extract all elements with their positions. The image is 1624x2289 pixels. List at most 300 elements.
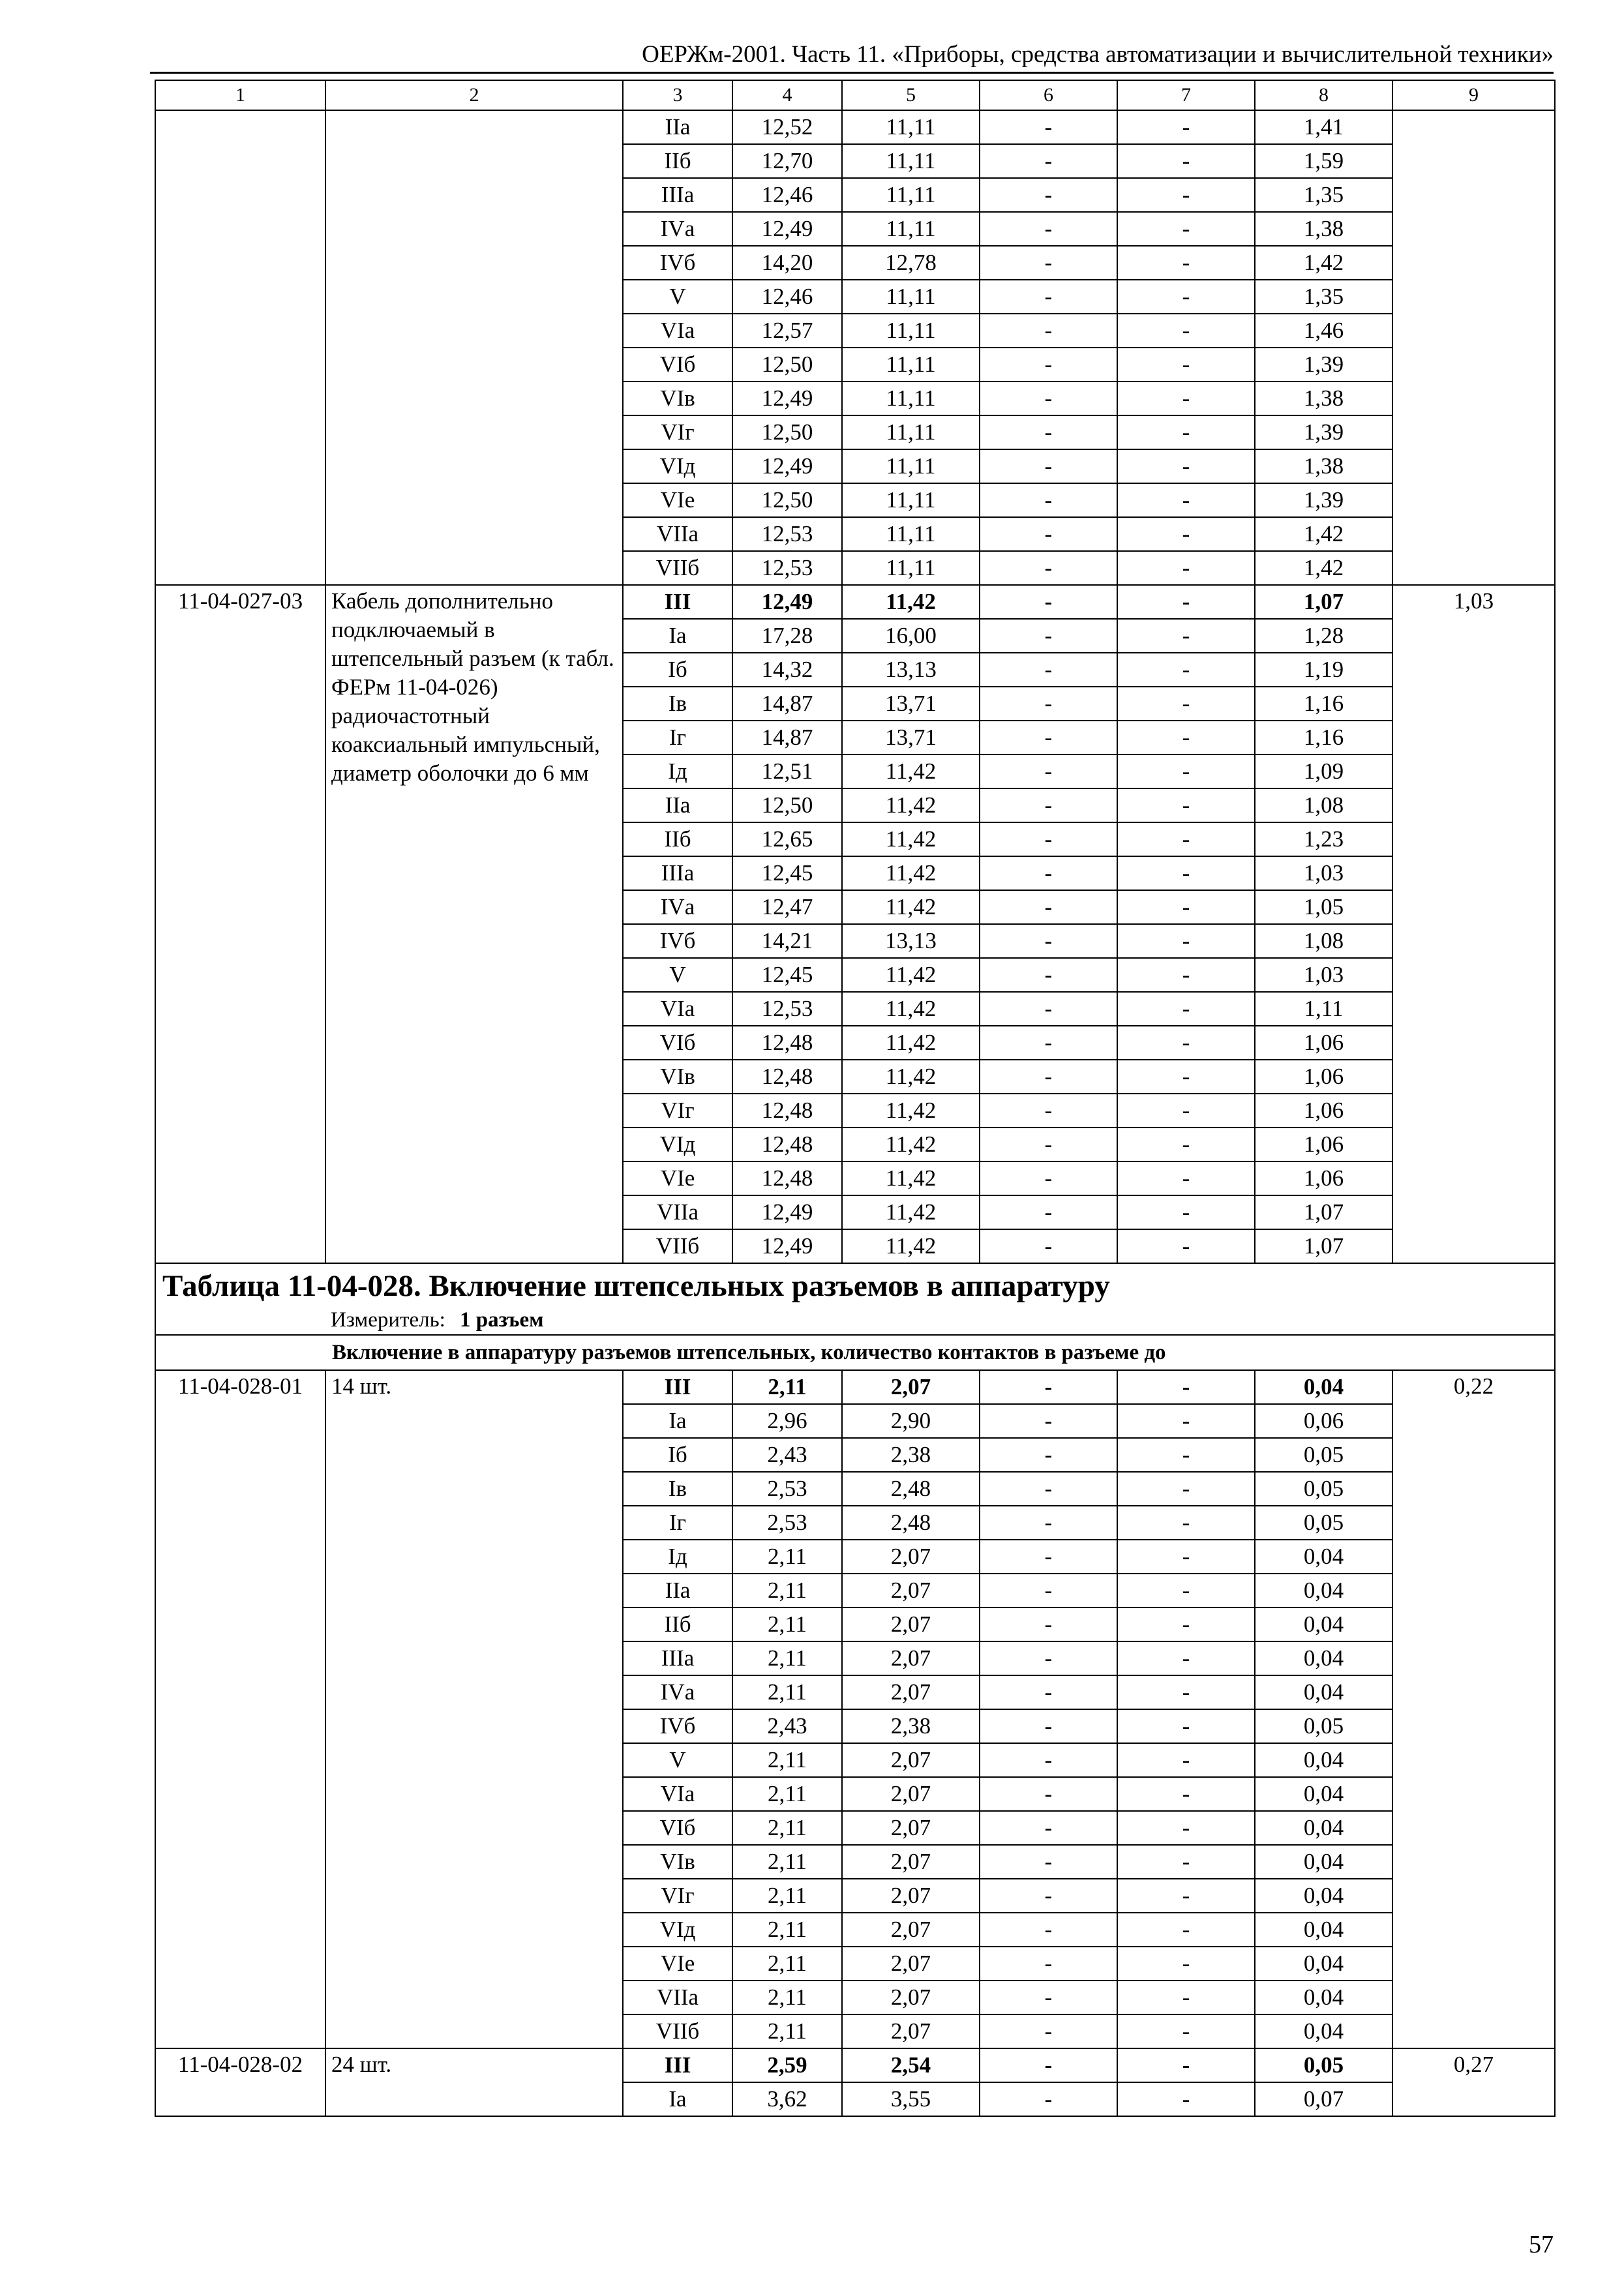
driver-wage: - <box>1117 1438 1255 1472</box>
machine-cost: - <box>980 2082 1117 2116</box>
machine-cost: - <box>980 856 1117 890</box>
machine-cost: - <box>980 144 1117 178</box>
driver-wage: - <box>1117 1026 1255 1060</box>
driver-wage: - <box>1117 1574 1255 1608</box>
labor-cost: 2,07 <box>842 1811 980 1845</box>
labor-cost: 13,71 <box>842 721 980 755</box>
work-description <box>325 110 623 585</box>
region-zone: VIд <box>623 449 732 483</box>
total-cost: 12,49 <box>732 1229 842 1263</box>
total-cost: 12,49 <box>732 382 842 415</box>
driver-wage: - <box>1117 585 1255 619</box>
machine-cost: - <box>980 1026 1117 1060</box>
total-cost: 12,50 <box>732 415 842 449</box>
region-zone: VIIб <box>623 551 732 585</box>
total-cost: 2,11 <box>732 1675 842 1709</box>
region-zone: IIIа <box>623 178 732 212</box>
machine-cost: - <box>980 382 1117 415</box>
driver-wage: - <box>1117 1709 1255 1743</box>
driver-wage: - <box>1117 1060 1255 1094</box>
total-cost: 14,21 <box>732 924 842 958</box>
driver-wage: - <box>1117 280 1255 314</box>
total-cost: 12,49 <box>732 212 842 246</box>
material-cost: 1,46 <box>1255 314 1392 348</box>
region-zone: Iв <box>623 687 732 721</box>
material-cost: 0,04 <box>1255 1574 1392 1608</box>
driver-wage: - <box>1117 2014 1255 2048</box>
machine-cost: - <box>980 788 1117 822</box>
region-zone: VIб <box>623 348 732 382</box>
driver-wage: - <box>1117 1229 1255 1263</box>
total-cost: 12,51 <box>732 755 842 788</box>
machine-cost: - <box>980 1845 1117 1879</box>
machine-cost: - <box>980 178 1117 212</box>
material-cost: 1,06 <box>1255 1161 1392 1195</box>
machine-cost: - <box>980 1506 1117 1540</box>
table-row <box>155 110 1555 144</box>
header-rule <box>150 72 1554 74</box>
machine-cost: - <box>980 1947 1117 1981</box>
machine-cost: - <box>980 1981 1117 2014</box>
material-cost: 0,04 <box>1255 1913 1392 1947</box>
driver-wage: - <box>1117 1811 1255 1845</box>
region-zone: Iд <box>623 755 732 788</box>
total-cost: 2,11 <box>732 1913 842 1947</box>
machine-cost: - <box>980 1161 1117 1195</box>
column-number: 1 <box>155 80 325 110</box>
material-cost: 0,04 <box>1255 1879 1392 1913</box>
region-zone: VIIа <box>623 1981 732 2014</box>
driver-wage: - <box>1117 2048 1255 2082</box>
driver-wage: - <box>1117 551 1255 585</box>
total-cost: 12,48 <box>732 1060 842 1094</box>
labor-cost: 11,42 <box>842 958 980 992</box>
labor-hours: 0,27 <box>1392 2048 1555 2116</box>
driver-wage: - <box>1117 1370 1255 1404</box>
total-cost: 12,52 <box>732 110 842 144</box>
region-zone: VIа <box>623 992 732 1026</box>
total-cost: 2,11 <box>732 1981 842 2014</box>
material-cost: 0,05 <box>1255 1506 1392 1540</box>
region-zone: IIа <box>623 110 732 144</box>
region-zone: VIе <box>623 1161 732 1195</box>
total-cost: 12,45 <box>732 958 842 992</box>
driver-wage: - <box>1117 1195 1255 1229</box>
labor-cost: 3,55 <box>842 2082 980 2116</box>
machine-cost: - <box>980 1811 1117 1845</box>
region-zone: IVб <box>623 1709 732 1743</box>
driver-wage: - <box>1117 2082 1255 2116</box>
column-number-row <box>155 80 1555 110</box>
column-number: 7 <box>1117 80 1255 110</box>
total-cost: 2,59 <box>732 2048 842 2082</box>
material-cost: 1,39 <box>1255 483 1392 517</box>
machine-cost: - <box>980 483 1117 517</box>
total-cost: 12,46 <box>732 178 842 212</box>
driver-wage: - <box>1117 1879 1255 1913</box>
driver-wage: - <box>1117 212 1255 246</box>
material-cost: 1,07 <box>1255 1195 1392 1229</box>
total-cost: 2,11 <box>732 1947 842 1981</box>
material-cost: 1,23 <box>1255 822 1392 856</box>
machine-cost: - <box>980 890 1117 924</box>
machine-cost: - <box>980 246 1117 280</box>
labor-cost: 11,42 <box>842 890 980 924</box>
labor-cost: 11,42 <box>842 822 980 856</box>
region-zone: Iд <box>623 1540 732 1574</box>
region-zone: VIв <box>623 1060 732 1094</box>
machine-cost: - <box>980 721 1117 755</box>
machine-cost: - <box>980 822 1117 856</box>
column-number: 4 <box>732 80 842 110</box>
machine-cost: - <box>980 314 1117 348</box>
region-zone: IVа <box>623 212 732 246</box>
total-cost: 2,11 <box>732 1879 842 1913</box>
region-zone: VIд <box>623 1913 732 1947</box>
material-cost: 0,04 <box>1255 1608 1392 1641</box>
measure-value: 1 разъем <box>460 1308 544 1332</box>
machine-cost: - <box>980 1128 1117 1161</box>
total-cost: 12,48 <box>732 1026 842 1060</box>
labor-cost: 2,07 <box>842 2014 980 2048</box>
material-cost: 0,04 <box>1255 1947 1392 1981</box>
total-cost: 2,11 <box>732 1641 842 1675</box>
labor-cost: 11,11 <box>842 382 980 415</box>
labor-cost: 11,42 <box>842 1060 980 1094</box>
total-cost: 12,45 <box>732 856 842 890</box>
driver-wage: - <box>1117 992 1255 1026</box>
driver-wage: - <box>1117 1094 1255 1128</box>
material-cost: 1,42 <box>1255 517 1392 551</box>
total-cost: 2,11 <box>732 1845 842 1879</box>
total-cost: 2,11 <box>732 1777 842 1811</box>
machine-cost: - <box>980 1060 1117 1094</box>
labor-cost: 11,42 <box>842 856 980 890</box>
region-zone: IIб <box>623 1608 732 1641</box>
column-number: 8 <box>1255 80 1392 110</box>
total-cost: 12,65 <box>732 822 842 856</box>
region-zone: Iа <box>623 1404 732 1438</box>
region-zone: VIа <box>623 314 732 348</box>
region-zone: IVб <box>623 924 732 958</box>
material-cost: 0,05 <box>1255 2048 1392 2082</box>
labor-cost: 2,07 <box>842 1777 980 1811</box>
total-cost: 12,50 <box>732 788 842 822</box>
driver-wage: - <box>1117 483 1255 517</box>
machine-cost: - <box>980 280 1117 314</box>
work-description-text: Кабель дополнительно подключаемый в штепсельный разъем (к табл. ФЕРм 11-04-026) радиочастотный коаксиальный импульсный, диаметр оболочки до 6 мм <box>331 588 614 786</box>
region-zone: III <box>623 585 732 619</box>
column-number: 5 <box>842 80 980 110</box>
driver-wage: - <box>1117 1404 1255 1438</box>
total-cost: 12,53 <box>732 992 842 1026</box>
driver-wage: - <box>1117 822 1255 856</box>
total-cost: 2,11 <box>732 1370 842 1404</box>
material-cost: 0,04 <box>1255 1811 1392 1845</box>
machine-cost: - <box>980 653 1117 687</box>
machine-cost: - <box>980 1777 1117 1811</box>
labor-cost: 2,48 <box>842 1472 980 1506</box>
driver-wage: - <box>1117 144 1255 178</box>
material-cost: 1,16 <box>1255 687 1392 721</box>
driver-wage: - <box>1117 924 1255 958</box>
total-cost: 12,48 <box>732 1128 842 1161</box>
labor-cost: 11,42 <box>842 1161 980 1195</box>
driver-wage: - <box>1117 517 1255 551</box>
total-cost: 2,43 <box>732 1438 842 1472</box>
region-zone: IIIа <box>623 856 732 890</box>
machine-cost: - <box>980 619 1117 653</box>
driver-wage: - <box>1117 314 1255 348</box>
machine-cost: - <box>980 1472 1117 1506</box>
labor-hours: 1,03 <box>1392 585 1555 1263</box>
machine-cost: - <box>980 449 1117 483</box>
region-zone: VIг <box>623 1879 732 1913</box>
machine-cost: - <box>980 517 1117 551</box>
column-number: 9 <box>1392 80 1555 110</box>
driver-wage: - <box>1117 1845 1255 1879</box>
labor-cost: 2,07 <box>842 1608 980 1641</box>
driver-wage: - <box>1117 1675 1255 1709</box>
region-zone: VIе <box>623 1947 732 1981</box>
total-cost: 12,48 <box>732 1094 842 1128</box>
labor-cost: 11,42 <box>842 755 980 788</box>
driver-wage: - <box>1117 449 1255 483</box>
driver-wage: - <box>1117 958 1255 992</box>
total-cost: 14,87 <box>732 721 842 755</box>
material-cost: 1,06 <box>1255 1060 1392 1094</box>
material-cost: 0,04 <box>1255 1743 1392 1777</box>
material-cost: 0,04 <box>1255 1845 1392 1879</box>
work-description-text: 24 шт. <box>331 2052 392 2077</box>
labor-cost: 11,11 <box>842 517 980 551</box>
labor-cost: 2,38 <box>842 1709 980 1743</box>
region-zone: VIб <box>623 1811 732 1845</box>
driver-wage: - <box>1117 1161 1255 1195</box>
material-cost: 1,08 <box>1255 924 1392 958</box>
driver-wage: - <box>1117 1743 1255 1777</box>
region-zone: VIIа <box>623 517 732 551</box>
price-table <box>155 80 1556 2117</box>
section-header-row <box>155 1263 1555 1335</box>
region-zone: IVа <box>623 1675 732 1709</box>
driver-wage: - <box>1117 1981 1255 2014</box>
work-description <box>325 585 623 1263</box>
machine-cost: - <box>980 1675 1117 1709</box>
material-cost: 0,04 <box>1255 2014 1392 2048</box>
material-cost: 1,38 <box>1255 449 1392 483</box>
total-cost: 12,70 <box>732 144 842 178</box>
driver-wage: - <box>1117 653 1255 687</box>
material-cost: 1,38 <box>1255 382 1392 415</box>
labor-cost: 11,11 <box>842 314 980 348</box>
labor-cost: 2,48 <box>842 1506 980 1540</box>
region-zone: VIв <box>623 1845 732 1879</box>
total-cost: 12,48 <box>732 1161 842 1195</box>
rate-code: 11-04-028-02 <box>155 2048 325 2116</box>
material-cost: 0,05 <box>1255 1438 1392 1472</box>
driver-wage: - <box>1117 687 1255 721</box>
labor-cost: 11,42 <box>842 585 980 619</box>
column-number: 3 <box>623 80 732 110</box>
machine-cost: - <box>980 348 1117 382</box>
labor-hours <box>1392 110 1555 585</box>
material-cost: 1,06 <box>1255 1094 1392 1128</box>
labor-cost: 2,07 <box>842 1743 980 1777</box>
material-cost: 1,42 <box>1255 551 1392 585</box>
labor-cost: 13,13 <box>842 653 980 687</box>
machine-cost: - <box>980 687 1117 721</box>
labor-cost: 11,42 <box>842 1128 980 1161</box>
region-zone: IVб <box>623 246 732 280</box>
labor-cost: 11,42 <box>842 1094 980 1128</box>
labor-cost: 2,07 <box>842 1947 980 1981</box>
labor-cost: 2,90 <box>842 1404 980 1438</box>
driver-wage: - <box>1117 382 1255 415</box>
machine-cost: - <box>980 1094 1117 1128</box>
material-cost: 1,38 <box>1255 212 1392 246</box>
total-cost: 2,11 <box>732 1574 842 1608</box>
region-zone: IVа <box>623 890 732 924</box>
total-cost: 14,20 <box>732 246 842 280</box>
rate-code: 11-04-027-03 <box>155 585 325 1263</box>
driver-wage: - <box>1117 755 1255 788</box>
labor-hours: 0,22 <box>1392 1370 1555 2048</box>
total-cost: 12,49 <box>732 1195 842 1229</box>
region-zone: Iв <box>623 1472 732 1506</box>
machine-cost: - <box>980 1574 1117 1608</box>
material-cost: 1,03 <box>1255 856 1392 890</box>
material-cost: 1,59 <box>1255 144 1392 178</box>
driver-wage: - <box>1117 890 1255 924</box>
material-cost: 1,11 <box>1255 992 1392 1026</box>
machine-cost: - <box>980 2014 1117 2048</box>
driver-wage: - <box>1117 1641 1255 1675</box>
labor-cost: 11,11 <box>842 449 980 483</box>
machine-cost: - <box>980 1743 1117 1777</box>
section-title: Таблица 11-04-028. Включение штепсельных разъемов в аппаратуру <box>162 1269 1110 1303</box>
labor-cost: 2,07 <box>842 1981 980 2014</box>
work-description <box>325 1370 623 2048</box>
total-cost: 2,11 <box>732 1743 842 1777</box>
labor-cost: 2,54 <box>842 2048 980 2082</box>
measure-line <box>162 1306 1548 1334</box>
material-cost: 1,16 <box>1255 721 1392 755</box>
region-zone: V <box>623 1743 732 1777</box>
region-zone: Iг <box>623 1506 732 1540</box>
driver-wage: - <box>1117 1506 1255 1540</box>
material-cost: 1,06 <box>1255 1026 1392 1060</box>
region-zone: III <box>623 2048 732 2082</box>
material-cost: 1,35 <box>1255 280 1392 314</box>
material-cost: 1,05 <box>1255 890 1392 924</box>
labor-cost: 2,07 <box>842 1574 980 1608</box>
machine-cost: - <box>980 924 1117 958</box>
total-cost: 12,50 <box>732 348 842 382</box>
labor-cost: 11,11 <box>842 212 980 246</box>
material-cost: 0,05 <box>1255 1709 1392 1743</box>
column-number: 2 <box>325 80 623 110</box>
rate-code: 11-04-028-01 <box>155 1370 325 2048</box>
total-cost: 17,28 <box>732 619 842 653</box>
total-cost: 12,53 <box>732 551 842 585</box>
driver-wage: - <box>1117 856 1255 890</box>
page-number: 57 <box>1529 2231 1554 2258</box>
material-cost: 0,04 <box>1255 1370 1392 1404</box>
total-cost: 2,11 <box>732 1811 842 1845</box>
region-zone: IIIа <box>623 1641 732 1675</box>
labor-cost: 13,71 <box>842 687 980 721</box>
measure-label: Измеритель: <box>331 1308 445 1332</box>
region-zone: VIб <box>623 1026 732 1060</box>
labor-cost: 2,07 <box>842 1845 980 1879</box>
material-cost: 0,05 <box>1255 1472 1392 1506</box>
machine-cost: - <box>980 958 1117 992</box>
driver-wage: - <box>1117 246 1255 280</box>
material-cost: 1,09 <box>1255 755 1392 788</box>
driver-wage: - <box>1117 1128 1255 1161</box>
region-zone: IIб <box>623 144 732 178</box>
material-cost: 0,07 <box>1255 2082 1392 2116</box>
material-cost: 0,04 <box>1255 1641 1392 1675</box>
material-cost: 0,06 <box>1255 1404 1392 1438</box>
labor-cost: 11,42 <box>842 992 980 1026</box>
machine-cost: - <box>980 551 1117 585</box>
total-cost: 12,49 <box>732 585 842 619</box>
region-zone: IIа <box>623 1574 732 1608</box>
labor-cost: 11,42 <box>842 1229 980 1263</box>
total-cost: 2,11 <box>732 1540 842 1574</box>
work-description-text: 14 шт. <box>331 1373 392 1399</box>
region-zone: Iг <box>623 721 732 755</box>
machine-cost: - <box>980 212 1117 246</box>
driver-wage: - <box>1117 1608 1255 1641</box>
table-row <box>155 1370 1555 1404</box>
driver-wage: - <box>1117 178 1255 212</box>
total-cost: 12,57 <box>732 314 842 348</box>
subheader-row <box>155 1335 1555 1370</box>
material-cost: 1,06 <box>1255 1128 1392 1161</box>
labor-cost: 11,11 <box>842 280 980 314</box>
total-cost: 14,32 <box>732 653 842 687</box>
table-row <box>155 2048 1555 2082</box>
material-cost: 0,04 <box>1255 1675 1392 1709</box>
labor-cost: 11,11 <box>842 178 980 212</box>
labor-cost: 11,11 <box>842 144 980 178</box>
driver-wage: - <box>1117 1777 1255 1811</box>
material-cost: 1,07 <box>1255 1229 1392 1263</box>
machine-cost: - <box>980 1879 1117 1913</box>
section-header <box>155 1263 1555 1335</box>
column-number: 6 <box>980 80 1117 110</box>
material-cost: 1,07 <box>1255 585 1392 619</box>
table-body <box>155 80 1555 2116</box>
region-zone: VIг <box>623 415 732 449</box>
region-zone: Iб <box>623 1438 732 1472</box>
region-zone: VIв <box>623 382 732 415</box>
region-zone: VIIа <box>623 1195 732 1229</box>
labor-cost: 11,11 <box>842 551 980 585</box>
page-header: ОЕРЖм-2001. Часть 11. «Приборы, средства автоматизации и вычислительной техники» <box>642 41 1554 68</box>
driver-wage: - <box>1117 721 1255 755</box>
total-cost: 12,46 <box>732 280 842 314</box>
region-zone: Iб <box>623 653 732 687</box>
region-zone: V <box>623 958 732 992</box>
machine-cost: - <box>980 1195 1117 1229</box>
labor-cost: 12,78 <box>842 246 980 280</box>
labor-cost: 2,07 <box>842 1540 980 1574</box>
total-cost: 3,62 <box>732 2082 842 2116</box>
